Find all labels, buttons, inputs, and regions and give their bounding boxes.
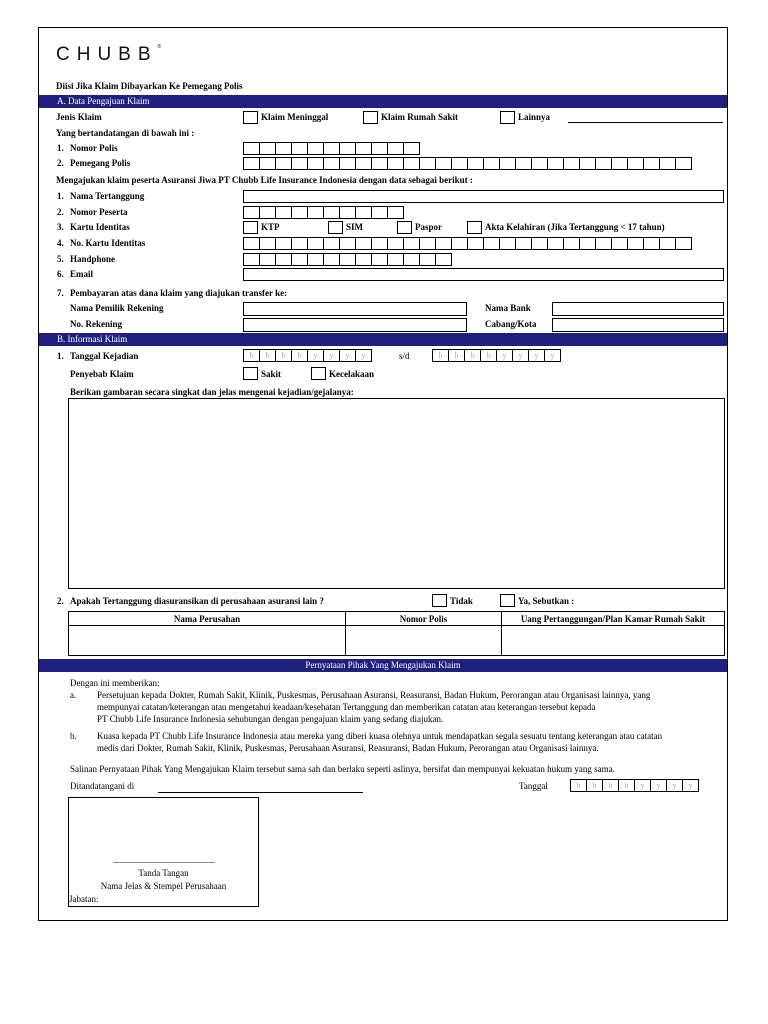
akta-kelahiran-label: Akta Kelahiran (Jika Tertanggung < 17 tahun) [485, 222, 665, 232]
statement-header: Pernyataan Pihak Yang Mengajukan Klaim [39, 659, 727, 672]
nama-tertanggung-input[interactable] [243, 190, 724, 203]
chubb-logo: CHUBB® [56, 44, 162, 65]
pembayaran-label: Pembayaran atas dana klaim yang diajukan transfer ke: [70, 288, 288, 298]
row-number: 7. [57, 288, 64, 298]
ditandatangani-label: Ditandatangani di [70, 781, 135, 791]
tanggal-kejadian-from[interactable]: h h b b y y y y [243, 349, 371, 362]
handphone-cells[interactable] [243, 253, 451, 266]
row-number: 1. [57, 351, 64, 361]
email-label: Email [70, 269, 94, 279]
row-number: 2. [57, 596, 64, 606]
section-b-header: B. Informasi Klaim [39, 333, 727, 346]
item-label: a. [70, 690, 77, 700]
klaim-rumah-sakit-label: Klaim Rumah Sakit [381, 112, 459, 122]
nama-bank-label: Nama Bank [485, 303, 531, 313]
sd-label: s/d [399, 351, 410, 361]
statement-b-line-2: medis dari Dokter, Rumah Sakit, Klinik, Puskesmas, Perusahaan Asuransi, Reasuransi, Badan Hukum, Perorangan atau Organisasi lainnya. [97, 743, 599, 753]
tanggal-label: Tanggal [519, 781, 548, 791]
gambaran-label: Berikan gambaran secara singkat dan jelas mengenai kejadian/gejalanya: [70, 387, 354, 397]
checkbox-ya[interactable] [500, 594, 515, 607]
undersigned-label: Yang bertandatangan di bawah ini : [56, 128, 195, 138]
row-number: 2. [57, 158, 64, 168]
signature-line [113, 862, 215, 863]
nomor-polis-cell[interactable] [346, 626, 502, 656]
lainnya-label: Lainnya [518, 112, 551, 122]
nomor-polis-cells[interactable] [243, 142, 419, 155]
checkbox-tidak[interactable] [432, 594, 447, 607]
kartu-identitas-label: Kartu Identitas [70, 222, 130, 232]
section-a-header: A. Data Pengajuan Klaim [39, 95, 727, 108]
checkbox-kecelakaan[interactable] [311, 367, 326, 380]
pemegang-polis-label: Pemegang Polis [70, 158, 131, 168]
intro-text: Diisi Jika Klaim Dibayarkan Ke Pemegang Polis [56, 81, 243, 91]
checkbox-sakit[interactable] [243, 367, 258, 380]
column-header: Nama Perusahan [69, 612, 346, 626]
statement-intro: Dengan ini memberikan: [70, 678, 160, 688]
statement-a-line-2: mempunyai catatan/keterangan atau mengetahui keadaan/kesehatan Tertanggung dan memberikan catatan atau keterangan tersebut kepada [97, 702, 596, 712]
column-header: Uang Pertanggungan/Plan Kamar Rumah Sakit [502, 612, 725, 626]
row-number: 4. [57, 238, 64, 248]
tanda-tangan-label: Tanda Tangan [138, 868, 189, 878]
nomor-polis-label: Nomor Polis [70, 143, 118, 153]
no-rekening-label: No. Rekening [70, 319, 123, 329]
email-input[interactable] [243, 268, 724, 281]
claim-statement: Mengajukan klaim peserta Asuransi Jiwa PT Chubb Life Insurance Indonesia dengan data sebagai berikut : [56, 175, 473, 185]
row-number: 6. [57, 269, 64, 279]
checkbox-lainnya[interactable] [500, 111, 515, 124]
nomor-peserta-cells[interactable] [243, 206, 403, 219]
paspor-label: Paspor [415, 222, 442, 232]
tanggal-cells[interactable]: h h b b y y y y [570, 779, 698, 792]
row-number: 3. [57, 222, 64, 232]
jabatan-label: Jabatan: [69, 894, 99, 904]
ditandatangani-input-line[interactable] [158, 792, 363, 793]
lainnya-input-line[interactable] [568, 122, 723, 123]
copy-note: Salinan Pernyataan Pihak Yang Mengajukan Klaim tersebut sama sah dan berlaku seperti aslinya, bersifat dan mempunyai kekuatan hukum yang sama. [70, 764, 615, 774]
penyebab-klaim-label: Penyebab Klaim [70, 369, 134, 379]
nama-bank-input[interactable] [552, 302, 724, 316]
insured-elsewhere-label: Apakah Tertanggung diasuransikan di perusahaan asuransi lain ? [70, 596, 324, 606]
no-kartu-identitas-cells[interactable] [243, 237, 691, 250]
tanggal-kejadian-to[interactable]: h h b b y y y y [432, 349, 560, 362]
klaim-meninggal-label: Klaim Meninggal [261, 112, 329, 122]
kecelakaan-label: Kecelakaan [329, 369, 374, 379]
sim-label: SIM [346, 222, 364, 232]
nama-jelas-label: Nama Jelas & Stempel Perusahaan [100, 881, 227, 891]
checkbox-akta-kelahiran[interactable] [467, 221, 482, 234]
uang-pertanggungan-cell[interactable] [502, 626, 725, 656]
nama-pemilik-input[interactable] [243, 302, 467, 316]
gambaran-textarea[interactable] [68, 398, 725, 589]
sakit-label: Sakit [261, 369, 282, 379]
checkbox-sim[interactable] [328, 221, 343, 234]
checkbox-ktp[interactable] [243, 221, 258, 234]
row-number: 1. [57, 191, 64, 201]
item-label: b. [70, 731, 77, 741]
pemegang-polis-cells[interactable] [243, 157, 691, 170]
ktp-label: KTP [261, 222, 280, 232]
nama-tertanggung-label: Nama Tertanggung [70, 191, 145, 201]
checkbox-klaim-rumah-sakit[interactable] [363, 111, 378, 124]
tanggal-kejadian-label: Tanggal Kejadian [70, 351, 139, 361]
nama-perusahaan-cell[interactable] [69, 626, 346, 656]
no-kartu-identitas-label: No. Kartu Identitas [70, 238, 146, 248]
row-number: 5. [57, 254, 64, 264]
checkbox-klaim-meninggal[interactable] [243, 111, 258, 124]
row-number: 2. [57, 207, 64, 217]
column-header: Nomor Polis [346, 612, 502, 626]
statement-a-line-1: Persetujuan kepada Dokter, Rumah Sakit, Klinik, Puskesmas, Perusahaan Asuransi, Reasuransi, Badan Hukum, Perorangan atau Organisasi lainnya, yang [97, 690, 651, 700]
tidak-label: Tidak [450, 596, 473, 606]
nomor-peserta-label: Nomor Peserta [70, 207, 128, 217]
statement-a-line-3: PT Chubb Life Insurance Indonesia sehubungan dengan pengajuan klaim yang sedang diajukan. [97, 714, 444, 724]
handphone-label: Handphone [70, 254, 116, 264]
other-insurance-table [68, 611, 725, 656]
jenis-klaim-label: Jenis Klaim [56, 112, 102, 122]
nama-pemilik-label: Nama Pemilik Rekening [70, 303, 164, 313]
cabang-input[interactable] [552, 318, 724, 332]
row-number: 1. [57, 143, 64, 153]
statement-b-line-1: Kuasa kepada PT Chubb Life Insurance Indonesia atau mereka yang diberi kuasa olehnya untuk mendapatkan segala sesuatu tentang keterangan atau catatan [97, 731, 663, 741]
no-rekening-input[interactable] [243, 318, 467, 332]
ya-label: Ya, Sebutkan : [518, 596, 575, 606]
cabang-label: Cabang/Kota [485, 319, 537, 329]
checkbox-paspor[interactable] [397, 221, 412, 234]
